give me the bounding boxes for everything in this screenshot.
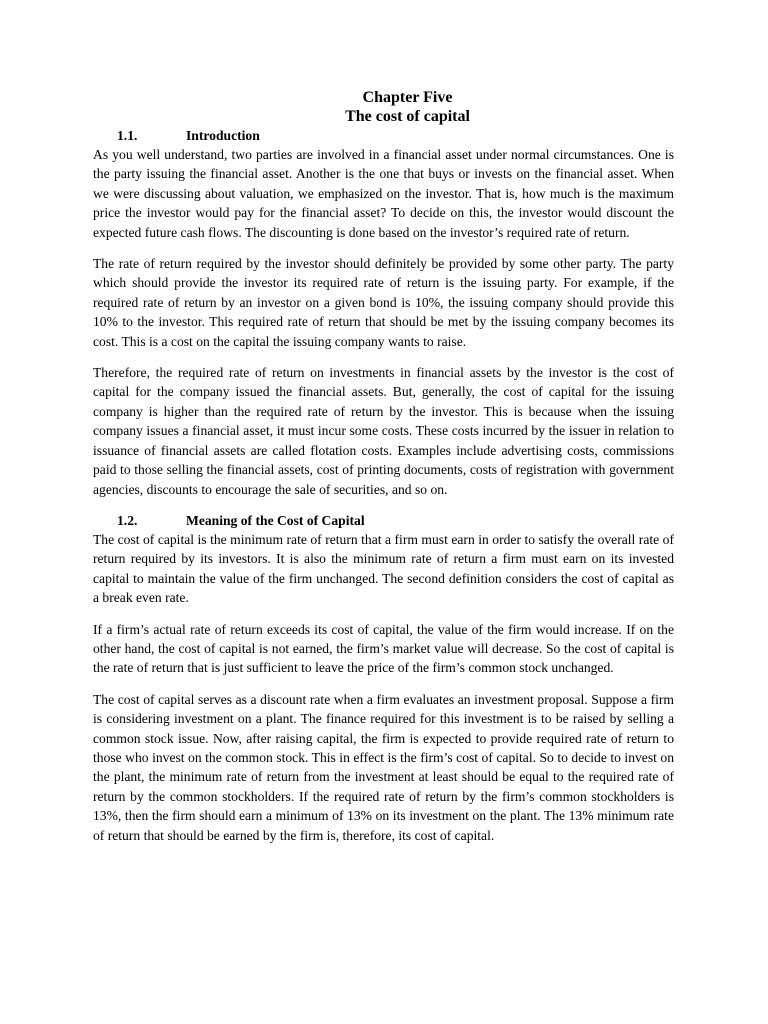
document-page [93,88,674,857]
chapter-title: The cost of capital [345,108,470,125]
paragraph: The cost of capital serves as a discount rate when a firm evaluates an investment proposal. Suppose a firm is considering investment on a plant. The finance required for this investment is to be raised by selling a common stock issue. Now, after raising capital, the firm is expected to provide required rate of return to those who invest on the common stock. This in effect is the firm’s cost of capital. So to decide to invest on the plant, the minimum rate of return from the investment at least should be equal to the required rate of return by the common stockholders. If the required rate of return by the firm’s common stockholders is 13%, then the firm should earn a minimum of 13% on its investment on the plant. The 13% minimum rate of return that should be earned by the firm is, therefore, its cost of capital. [93,691,674,843]
paragraph: The cost of capital is the minimum rate of return that a firm must earn in order to satisfy the overall rate of return required by its investors. It is also the minimum rate of return a firm must earn on its invested capital to maintain the value of the firm unchanged. The second definition considers the cost of capital as a break even rate. [93,531,674,606]
section-title: Introduction [186,128,260,143]
paragraph: If a firm’s actual rate of return exceeds its cost of capital, the value of the firm would increase. If on the other hand, the cost of capital is not earned, the firm’s market value will decrease. So the cost of capital is the rate of return that is just sufficient to leave the price of the firm’s common stock unchanged. [93,621,674,676]
section-heading [93,126,674,145]
paragraph: As you well understand, two parties are involved in a financial asset under normal circumstances. One is the party issuing the financial asset. Another is the one that buys or invests on the financial asset. When we were discussing about valuation, we emphasized on the investor. That is, how much is the maximum price the investor would pay for the financial asset? To decide on this, the investor would discount the expected future cash flows. The discounting is done based on the investor’s required rate of return. [93,147,674,240]
section-number: 1.2. [117,512,138,528]
paragraph: Therefore, the required rate of return on investments in financial assets by the investor is the cost of capital for the company issued the financial assets. But, generally, the cost of capital for the issuing company is higher than the required rate of return by the investor. This is because when the issuing company issues a financial asset, it must incur some costs. These costs incurred by the issuer in relation to issuance of financial assets are called flotation costs. Examples include advertising costs, commissions paid to those selling the financial assets, cost of printing documents, costs of registration with government agencies, discounts to encourage the sale of securities, and so on. [93,365,674,497]
section-heading [93,511,674,530]
section-number: 1.1. [117,128,138,143]
section-meaning [93,511,674,845]
section-introduction [93,126,674,499]
chapter-label: Chapter Five [362,89,453,106]
paragraph: The rate of return required by the investor should definitely be provided by some other party. The party which should provide the investor its required rate of return is the issuing party. For example, if the required rate of return by an investor on a given bond is 10%, the issuing company should provide this 10% to the investor. This required rate of return that should be met by the issuing company becomes its cost. This is a cost on the capital the issuing company wants to raise. [93,256,674,349]
section-title: Meaning of the Cost of Capital [186,512,365,528]
